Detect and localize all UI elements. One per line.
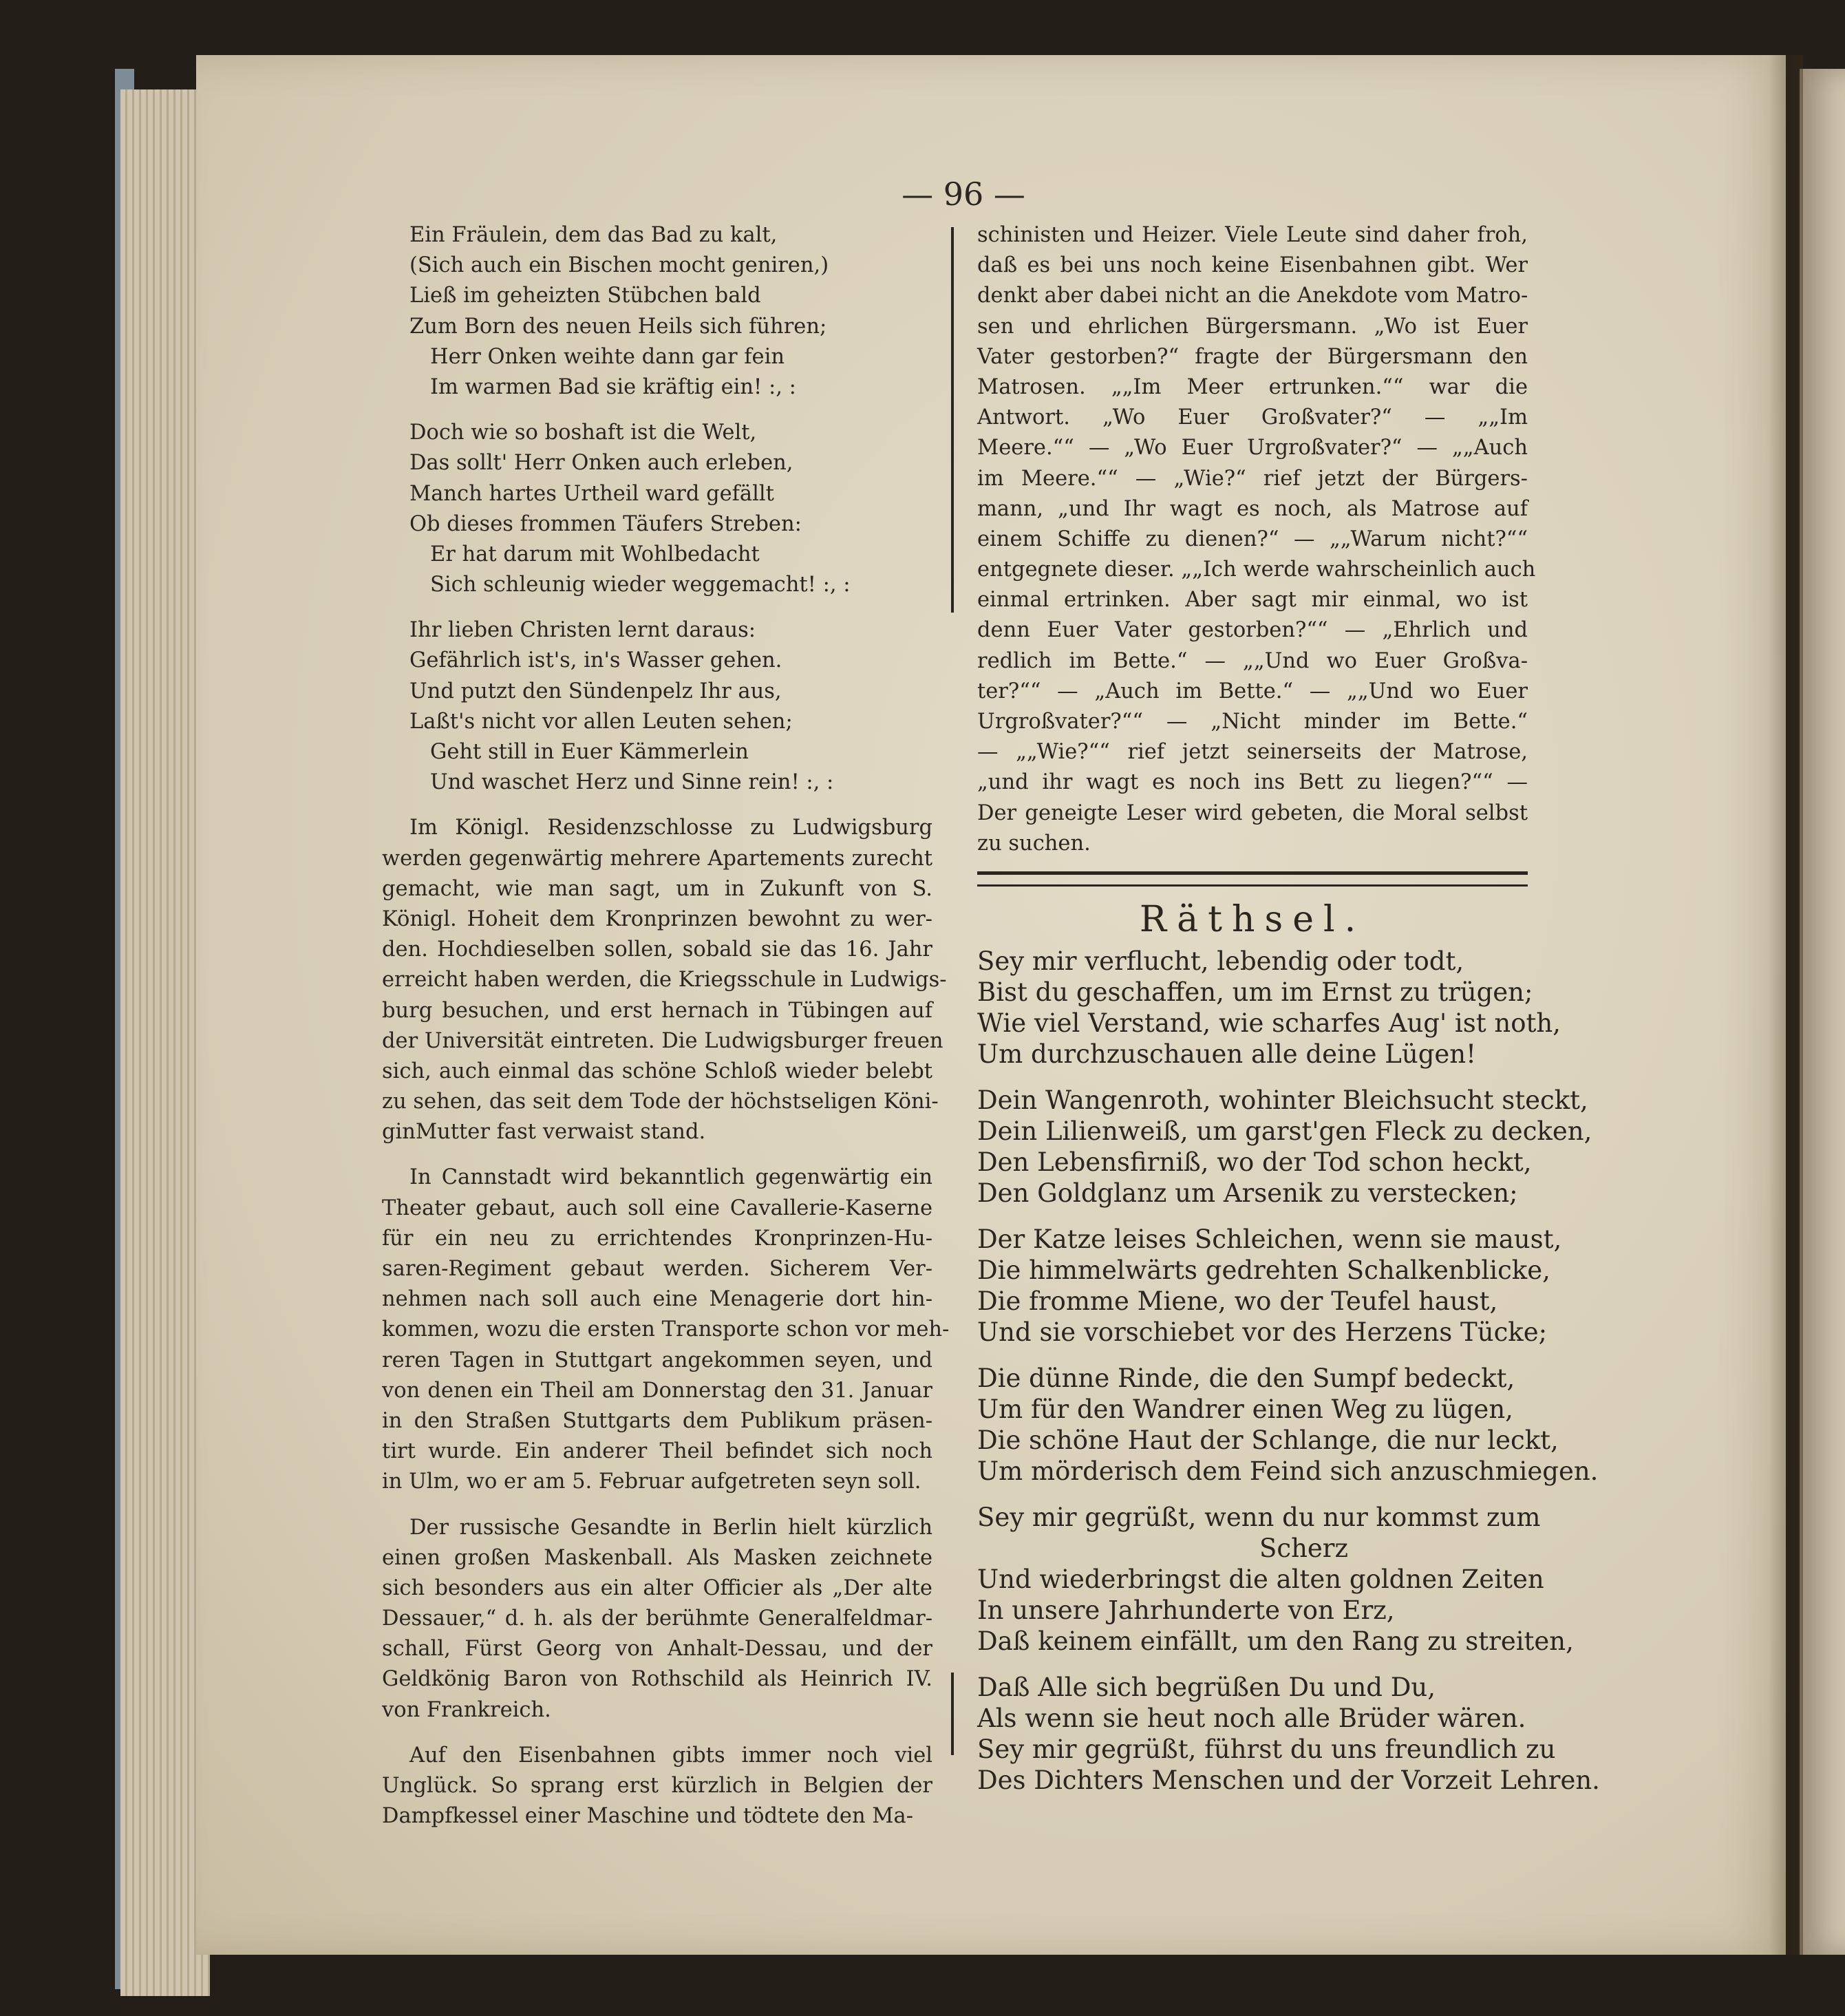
paragraph-line: Dessauer,“ d. h. als der berühmte Generalfeldmar- [382, 1606, 932, 1631]
stanza-gap [382, 798, 932, 813]
paragraph-line: mann, „und Ihr wagt es noch, als Matrose auf [977, 496, 1528, 521]
paragraph-line: denn Euer Vater gestorben?““ — „Ehrlich und [977, 618, 1528, 643]
paragraph-line: — „„Wie?““ rief jetzt seinerseits der Matrose, [977, 740, 1528, 765]
paragraph-line: einmal ertrinken. Aber sagt mir einmal, wo ist [977, 588, 1528, 613]
riddle-line: Der Katze leises Schleichen, wenn sie maust, [977, 1224, 1562, 1254]
paragraph-line: Im Königl. Residenzschlosse zu Ludwigsburg [409, 816, 932, 840]
paragraph-line: entgegnete dieser. „„Ich werde wahrscheinlich auch [977, 558, 1536, 582]
paragraph-line: burg besuchen, und erst hernach in Tübingen auf [382, 998, 932, 1023]
paragraph-line: „und ihr wagt es noch ins Bett zu liegen?““ — [977, 770, 1528, 795]
paragraph-line: für ein neu zu errichtendes Kronprinzen-Hu- [382, 1226, 932, 1251]
stanza-gap [977, 1657, 1528, 1672]
paragraph-line: ginMutter fast verwaist stand. [382, 1120, 706, 1145]
riddle-line: Daß keinem einfällt, um den Rang zu streiten, [977, 1626, 1574, 1656]
paragraph-line: Unglück. So sprang erst kürzlich in Belgien der [382, 1774, 932, 1798]
poem-line: Er hat darum mit Wohlbedacht [430, 542, 760, 566]
riddle-line: In unsere Jahrhunderte von Erz, [977, 1595, 1395, 1625]
riddle-line: Als wenn sie heut noch alle Brüder wären. [977, 1703, 1526, 1733]
column-rule [951, 227, 954, 613]
column-rule [951, 1673, 954, 1755]
riddle-line: Scherz [1259, 1533, 1348, 1563]
riddle-line: Bist du geschaffen, um im Ernst zu trügen; [977, 977, 1533, 1007]
paragraph-line: sich, auch einmal das schöne Schloß wieder belebt [382, 1059, 932, 1083]
section-divider [977, 871, 1528, 887]
poem-line: Gefährlich ist's, in's Wasser gehen. [409, 648, 782, 673]
paragraph-line: der Universität eintreten. Die Ludwigsburger freuen [382, 1028, 943, 1053]
poem-line: Sich schleunig wieder weggemacht! :, : [430, 573, 851, 597]
paragraph-gap [382, 1498, 932, 1513]
paragraph-line: sen und ehrlichen Bürgersmann. „Wo ist Euer [977, 314, 1528, 339]
paragraph-line: denkt aber dabei nicht an die Anekdote vom Matro- [977, 284, 1528, 308]
paragraph-line: gemacht, wie man sagt, um in Zukunft von S. [382, 876, 932, 901]
left-column [382, 220, 950, 1832]
riddle-line: Um mörderisch dem Feind sich anzuschmiegen. [977, 1456, 1599, 1486]
riddle-line: Und wiederbringst die alten goldnen Zeiten [977, 1564, 1544, 1594]
poem-line: Und putzt den Sündenpelz Ihr aus, [409, 679, 782, 703]
paragraph-line: schall, Fürst Georg von Anhalt-Dessau, und der [382, 1637, 932, 1662]
riddle-line: Sey mir gegrüßt, wenn du nur kommst zum [977, 1502, 1541, 1532]
paragraph-line: sich besonders aus ein alter Officier als „Der alte [382, 1575, 932, 1600]
paragraph-line: nehmen nach soll auch eine Menagerie dort hin- [382, 1287, 932, 1312]
paragraph-line: im Meere.““ — „Wie?“ rief jetzt der Bürgers- [977, 466, 1528, 491]
paragraph-line: Der geneigte Leser wird gebeten, die Moral selbst [977, 800, 1528, 825]
riddle-line: Den Goldglanz um Arsenik zu verstecken; [977, 1178, 1518, 1208]
stanza-gap [977, 1209, 1528, 1224]
right-column [977, 220, 1600, 1796]
poem-line: Ob dieses frommen Täufers Streben: [409, 511, 802, 536]
paragraph-line: von Frankreich. [382, 1697, 551, 1722]
riddle-line: Um für den Wandrer einen Weg zu lügen, [977, 1394, 1513, 1424]
paragraph-gap [382, 1726, 932, 1741]
paragraph-line: Theater gebaut, auch soll eine Cavallerie-Kaserne [382, 1196, 932, 1220]
paragraph-line: den. Hochdieselben sollen, sobald sie das 16. Jahr [382, 937, 932, 962]
paragraph-line: Königl. Hoheit dem Kronprinzen bewohnt zu wer- [382, 906, 932, 931]
paragraph-line: ter?““ — „Auch im Bette.“ — „„Und wo Euer [977, 679, 1528, 703]
page-number: — 96 — [902, 176, 1025, 213]
poem-line: Ein Fräulein, dem das Bad zu kalt, [409, 223, 778, 247]
paragraph-line: Vater gestorben?“ fragte der Bürgersmann den [977, 344, 1528, 369]
paragraph-line: tirt wurde. Ein anderer Theil befindet sich noch [382, 1439, 932, 1464]
stanza-gap [977, 1348, 1528, 1363]
paragraph-line: reren Tagen in Stuttgart angekommen seyen, und [382, 1348, 932, 1372]
stanza-gap [382, 403, 932, 418]
stanza-gap [382, 600, 932, 615]
poem-line: Und waschet Herz und Sinne rein! :, : [430, 770, 834, 795]
stanza-gap [977, 1070, 1528, 1085]
paragraph-line: werden gegenwärtig mehrere Apartements zurecht [382, 846, 932, 871]
riddle-line: Um durchzuschauen alle deine Lügen! [977, 1039, 1476, 1069]
poem-line: Geht still in Euer Kämmerlein [430, 740, 749, 764]
paragraph-line: einen großen Maskenball. Als Masken zeichnete [382, 1545, 932, 1570]
facing-page [1800, 69, 1845, 1955]
paragraph-line: Der russische Gesandte in Berlin hielt kürzlich [409, 1515, 932, 1540]
paragraph-line: Matrosen. „„Im Meer ertrunken.““ war die [977, 374, 1528, 399]
paragraph-line: kommen, wozu die ersten Transporte schon vor meh- [382, 1317, 950, 1342]
stanza-gap [977, 1487, 1528, 1502]
paragraph-line: in Ulm, wo er am 5. Februar aufgetreten seyn soll. [382, 1469, 921, 1494]
riddle-line: Dein Lilienweiß, um garst'gen Fleck zu decken, [977, 1116, 1592, 1146]
paragraph-line: In Cannstadt wird bekanntlich gegenwärtig ein [409, 1165, 932, 1190]
riddle-line: Des Dichters Menschen und der Vorzeit Lehren. [977, 1765, 1600, 1795]
riddle-line: Die himmelwärts gedrehten Schalkenblicke, [977, 1255, 1550, 1285]
poem-line: Ihr lieben Christen lernt daraus: [409, 618, 756, 643]
paragraph-line: daß es bei uns noch keine Eisenbahnen gibt. Wer [977, 253, 1528, 278]
page-gutter [1769, 55, 1803, 1955]
paragraph-line: von denen ein Theil am Donnerstag den 31. Januar [382, 1378, 932, 1403]
paragraph-line: redlich im Bette.“ — „„Und wo Euer Großva- [977, 648, 1528, 673]
paragraph-line: zu sehen, das seit dem Tode der höchstseligen Köni- [382, 1090, 939, 1114]
paragraph-line: Antwort. „Wo Euer Großvater?“ — „„Im [977, 405, 1528, 430]
paragraph-line: schinisten und Heizer. Viele Leute sind daher froh, [977, 223, 1528, 247]
poem-line: (Sich auch ein Bischen mocht geniren,) [409, 253, 829, 278]
riddle-line: Die dünne Rinde, die den Sumpf bedeckt, [977, 1363, 1515, 1393]
paragraph-line: Dampfkessel einer Maschine und tödtete den Ma- [382, 1804, 914, 1829]
paragraph-gap [382, 1147, 932, 1163]
riddle-line: Und sie vorschiebet vor des Herzens Tücke; [977, 1317, 1548, 1347]
poem-line: Ließ im geheizten Stübchen bald [409, 284, 761, 308]
riddle-line: Den Lebensfirniß, wo der Tod schon heckt, [977, 1147, 1532, 1177]
paragraph-line: erreicht haben werden, die Kriegsschule in Ludwigs- [382, 968, 947, 993]
poem-line: Im warmen Bad sie kräftig ein! :, : [430, 374, 796, 399]
riddle-line: Die fromme Miene, wo der Teufel haust, [977, 1286, 1498, 1316]
paragraph-line: saren-Regiment gebaut werden. Sicherem Ver- [382, 1257, 932, 1281]
riddle-title: Räthsel. [1139, 898, 1366, 940]
paragraph-line: Urgroßvater?““ — „Nicht minder im Bette.“ [977, 710, 1528, 734]
poem-line: Laßt's nicht vor allen Leuten sehen; [409, 709, 793, 734]
poem-line: Doch wie so boshaft ist die Welt, [409, 421, 757, 445]
riddle-line: Sey mir verflucht, lebendig oder todt, [977, 946, 1464, 976]
paragraph-line: Auf den Eisenbahnen gibts immer noch viel [409, 1743, 932, 1768]
paragraph-line: Geldkönig Baron von Rothschild als Heinrich IV. [382, 1667, 932, 1692]
poem-line: Herr Onken weihte dann gar fein [430, 344, 785, 369]
paragraph-line: einem Schiffe zu dienen?“ — „„Warum nicht?““ [977, 527, 1528, 551]
paragraph-line: in den Straßen Stuttgarts dem Publikum präsen- [382, 1408, 932, 1433]
riddle-line: Wie viel Verstand, wie scharfes Aug' ist noth, [977, 1008, 1561, 1038]
riddle-line: Daß Alle sich begrüßen Du und Du, [977, 1672, 1436, 1702]
riddle-line: Dein Wangenroth, wohinter Bleichsucht steckt, [977, 1085, 1588, 1115]
riddle-line: Die schöne Haut der Schlange, die nur leckt, [977, 1425, 1559, 1455]
riddle-line: Sey mir gegrüßt, führst du uns freundlich zu [977, 1734, 1556, 1764]
paragraph-line: Meere.““ — „Wo Euer Urgroßvater?“ — „„Auch [977, 436, 1528, 460]
paragraph-line: zu suchen. [977, 831, 1091, 856]
poem-line: Zum Born des neuen Heils sich führen; [409, 314, 827, 339]
poem-line: Das sollt' Herr Onken auch erleben, [409, 451, 793, 476]
poem-line: Manch hartes Urtheil ward gefällt [409, 481, 774, 506]
